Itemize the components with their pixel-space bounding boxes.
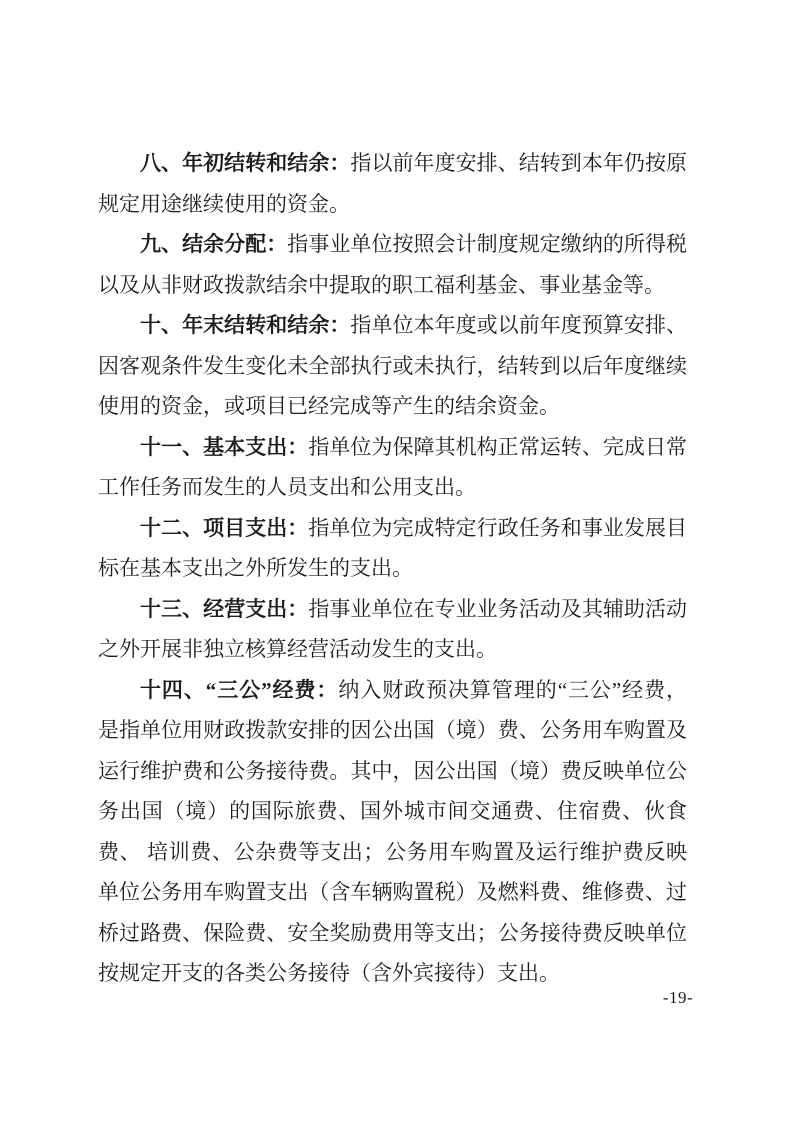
definition-paragraph [98,589,687,670]
definition-paragraph [98,224,687,305]
document-body [98,143,687,994]
definition-paragraph [98,143,687,224]
definition-body: 指单位为保障其机构正常运转、完成日常工作任务而发生的人员支出和公用支出。 [98,434,688,499]
definition-body: 纳入财政预决算管理的“三公”经费， 是指单位用财政拨款安排的因公出国（境）费、公务用车购置及运行维护费和公务接待费。其中，因公出国（境）费反映单位公务出国（境）的国际旅费、国外城市间交通费、住宿费、伙食费、 培训费、公杂费等支出；公务用车购置及运行维护费反映单位公务用车购置支出（含车辆购置税）及燃料费、维修费、过桥过路费、保险费、安全奖励费用等支出；公务接待费反映单位按规定开支的各类公务接待（含外宾接待）支出。 [98,677,688,985]
definition-body: 指单位本年度或以前年度预算安排、 因客观条件发生变化未全部执行或未执行，结转到以后年度继续 使用的资金，或项目已经完成等产生的结余资金。 [98,313,688,418]
definition-term: 十三、经营支出： [140,596,309,621]
definition-term: 十、年末结转和结余： [140,313,351,337]
definition-paragraph [98,508,687,589]
definition-term: 十四、“三公”经费： [140,677,339,702]
definition-term: 十一、基本支出： [140,434,309,459]
definition-paragraph [98,670,687,994]
definition-body: 指事业单位在专业业务活动及其辅助活动之外开展非独立核算经营活动发生的支出。 [98,596,688,661]
definition-paragraph [98,427,687,508]
definition-term: 十二、项目支出： [140,515,309,540]
definition-body: 指单位为完成特定行政任务和事业发展目标在基本支出之外所发生的支出。 [98,515,688,580]
definition-body: 指事业单位按照会计制度规定缴纳的所得税 以及从非财政拨款结余中提取的职工福利基金、事业基金等。 [98,232,687,297]
page-number: -19- [662,988,694,1007]
definition-paragraph [98,305,687,427]
definition-term: 九、结余分配： [140,232,288,256]
definition-body: 指以前年度安排、结转到本年仍按原规定用途继续使用的资金。 [98,151,688,216]
definition-term: 八、年初结转和结余： [140,151,351,175]
